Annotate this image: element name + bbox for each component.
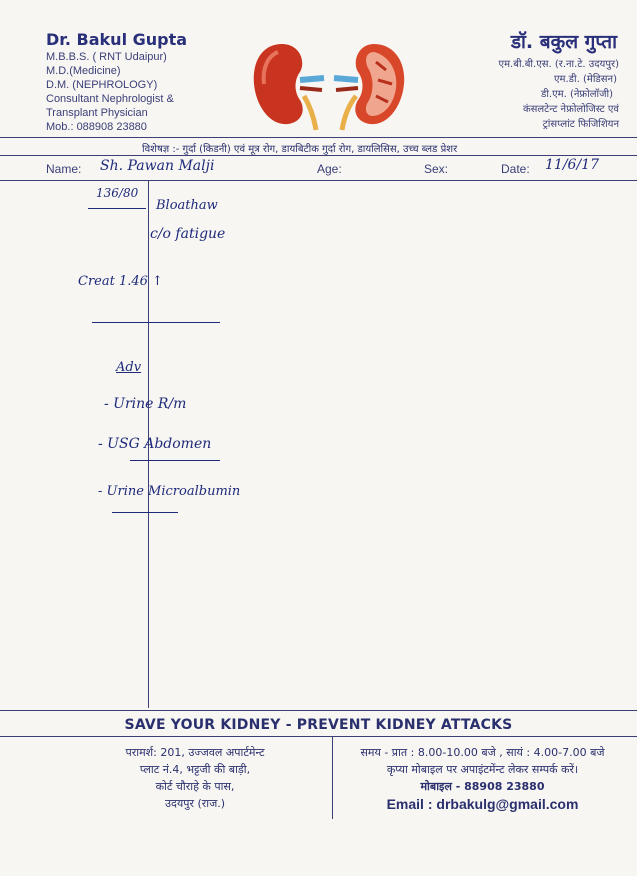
credential-line-hindi: ट्रांसप्लांट फिजिशियन: [542, 119, 619, 130]
credential-line: M.D.(Medicine): [46, 65, 121, 77]
slogan: SAVE YOUR KIDNEY - PREVENT KIDNEY ATTACKS: [124, 717, 513, 733]
date-label: Date:: [501, 162, 530, 176]
footer-email: Email : drbakulg@gmail.com: [386, 796, 579, 812]
underline: [112, 512, 178, 513]
advice-heading: Adv: [116, 360, 142, 375]
divider: [0, 736, 637, 737]
kidney-icon: [248, 40, 410, 132]
credential-line: Consultant Nephrologist &: [46, 93, 174, 105]
footer-divider: [332, 737, 333, 819]
underline: [130, 460, 220, 461]
underline: [88, 208, 146, 209]
credential-line-hindi: एम.डी. (मेडिसन): [553, 74, 617, 85]
specialty-line: विशेषज्ञ :- गुर्दा (किडनी) एवं मूत्र रोग, डायबिटीक गुर्दा रोग, डायलिसिस, उच्च ब्लड प्रेशर: [142, 144, 458, 155]
complaint-note: Bloathaw: [156, 198, 218, 213]
patient-name: Sh. Pawan Malji: [100, 158, 215, 174]
sex-label: Sex:: [424, 162, 449, 176]
divider: [0, 180, 637, 181]
name-label: Name:: [46, 162, 82, 176]
credential-line-hindi: डी.एम. (नेफ्रोलॉजी): [540, 89, 613, 100]
advice-item: - Urine R/m: [104, 396, 187, 412]
credential-line-hindi: कंसलटेन्ट नेफ्रोलोजिस्ट एवं: [522, 104, 619, 115]
address-line: उदयपुर (राज.): [164, 797, 226, 810]
divider: [0, 137, 637, 138]
address-line: प्लाट नं.4, भट्टजी की बाड़ी,: [139, 763, 251, 776]
credential-line: M.B.B.S. ( RNT Udaipur): [46, 51, 167, 63]
timing-line: समय - प्रात : 8.00-10.00 बजे , सायं : 4.00-7.00 बजे: [360, 746, 605, 759]
underline: [92, 322, 220, 323]
credential-line: Transplant Physician: [46, 107, 148, 119]
appointment-line: कृप्या मोबाइल पर अपाइंटमेंन्ट लेकर सम्पर्क करें।: [386, 763, 579, 776]
date-value: 11/6/17: [545, 157, 599, 173]
doctor-name: Dr. Bakul Gupta: [46, 30, 188, 49]
credential-line: D.M. (NEPHROLOGY): [46, 79, 158, 91]
footer-mobile: मोबाइल - 88908 23880: [420, 780, 545, 793]
address-line: कोर्ट चौराहे के पास,: [155, 780, 235, 793]
address-line: परामर्श: 201, उज्जवल अपार्टमेन्ट: [125, 746, 265, 759]
advice-item: - USG Abdomen: [98, 436, 212, 452]
doctor-name-hindi: डॉ. बकुल गुप्ता: [510, 31, 617, 53]
mobile-number: Mob.: 088908 23880: [46, 121, 147, 133]
credential-line-hindi: एम.बी.बी.एस. (र.ना.टे. उदयपुर): [498, 59, 619, 70]
age-label: Age:: [317, 162, 342, 176]
complaint-note: c/o fatigue: [150, 226, 226, 242]
advice-item: - Urine Microalbumin: [98, 484, 241, 499]
creatinine-note: Creat 1.46 ↑: [78, 274, 163, 289]
bp-note: 136/80: [96, 186, 139, 200]
divider: [0, 155, 637, 156]
divider: [0, 710, 637, 711]
